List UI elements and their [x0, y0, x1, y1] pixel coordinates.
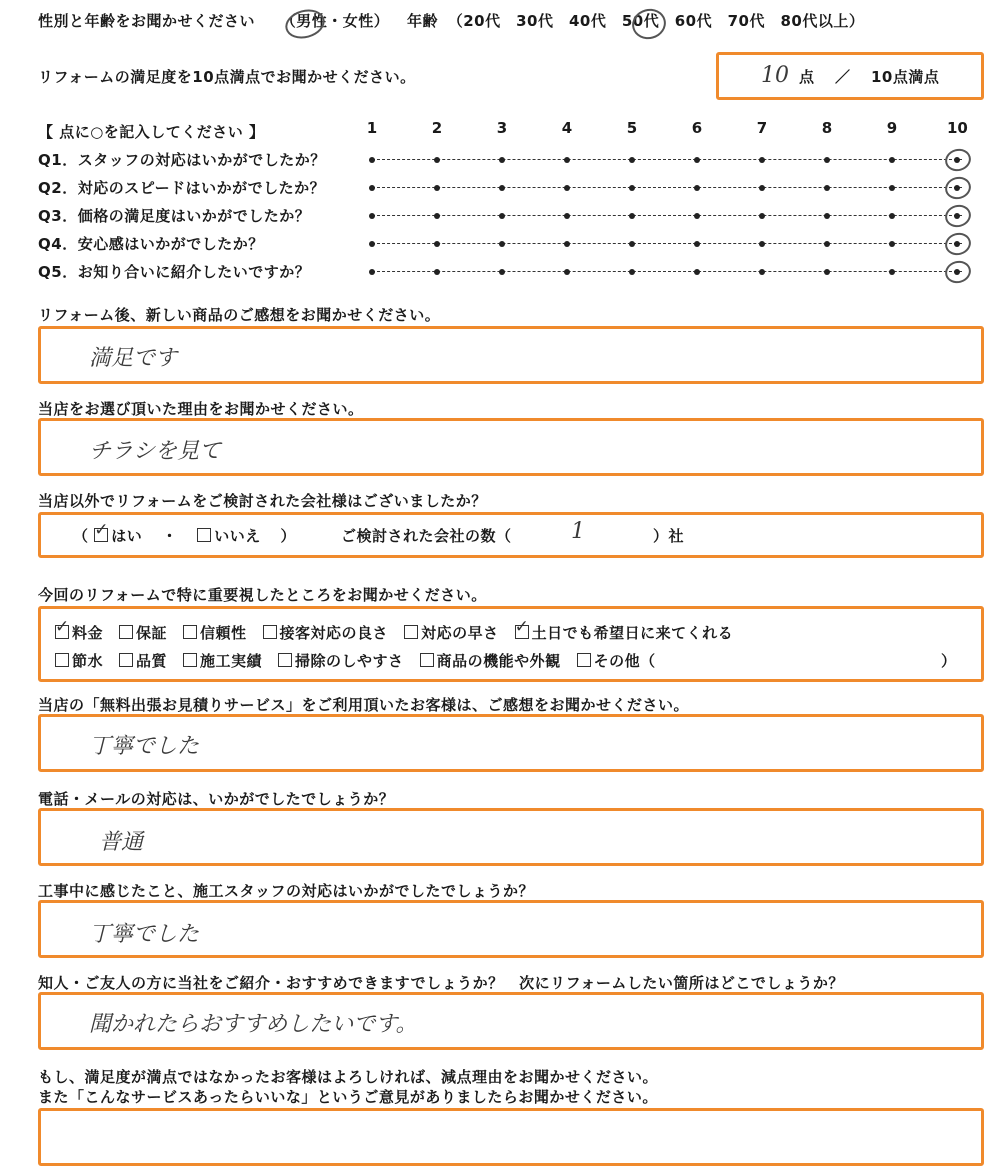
- priority-checkbox[interactable]: [183, 653, 197, 667]
- priority-option-label: 信頼性: [200, 624, 247, 642]
- scale-number: 5: [626, 119, 638, 137]
- priority-row-2: [55, 650, 672, 671]
- estimate-answer: 丁寧でした: [89, 734, 200, 759]
- rating-point[interactable]: [434, 185, 440, 191]
- priority-option-label: 商品の機能や外観: [436, 652, 561, 670]
- rating-point[interactable]: [824, 241, 830, 247]
- priority-option[interactable]: [278, 652, 404, 670]
- rating-question-label: Q1．スタッフの対応はいかがでしたか？: [38, 151, 326, 169]
- priority-other-close: ）: [941, 652, 957, 670]
- priority-checkbox[interactable]: [263, 625, 277, 639]
- compare-question: 当店以外でリフォームをご検討された会社様はございましたか？: [38, 492, 487, 510]
- priority-option[interactable]: [119, 652, 167, 670]
- rating-point[interactable]: [694, 269, 700, 275]
- rating-point[interactable]: [759, 185, 765, 191]
- compare-open-paren: （: [73, 527, 89, 545]
- scale-number: 4: [561, 119, 573, 137]
- construction-question: 工事中に感じたこと、施工スタッフの対応はいかがでしたでしょうか？: [38, 882, 535, 900]
- score-max-label: 10点満点: [871, 68, 940, 86]
- priority-option[interactable]: [55, 652, 103, 670]
- company-count-value[interactable]: 1: [571, 519, 585, 544]
- rating-point[interactable]: [694, 185, 700, 191]
- priority-option-label: 対応の早さ: [421, 624, 499, 642]
- rating-point[interactable]: [369, 213, 375, 219]
- rating-point[interactable]: [499, 213, 505, 219]
- estimate-answer-box[interactable]: [38, 714, 984, 772]
- priority-option[interactable]: [404, 624, 499, 642]
- improve-question-line1: もし、満足度が満点ではなかったお客様はよろしければ、減点理由をお聞かせください。: [38, 1068, 659, 1086]
- yes-checkbox[interactable]: [94, 528, 108, 542]
- recommend-answer: 聞かれたらおすすめしたいです。: [89, 1012, 418, 1037]
- priority-option-label: 節水: [72, 652, 104, 670]
- phone-question: 電話・メールの対応は、いかがでしたでしょうか？: [38, 790, 395, 808]
- priority-checkbox[interactable]: [515, 625, 529, 639]
- priority-option-label: 品質: [136, 652, 168, 670]
- rating-point[interactable]: [889, 269, 895, 275]
- rating-dashed-line: [372, 243, 962, 244]
- priority-checkbox[interactable]: [577, 653, 591, 667]
- priority-option[interactable]: [577, 652, 656, 670]
- priority-option[interactable]: [55, 624, 103, 642]
- recommend-question: 知人・ご友人の方に当社をご紹介・おすすめできますでしょうか？ 次にリフォームしたい箇所はどこでしょうか？: [38, 974, 844, 992]
- priority-checkbox[interactable]: [404, 625, 418, 639]
- rating-dashed-line: [372, 271, 962, 272]
- rating-point[interactable]: [629, 185, 635, 191]
- rating-point[interactable]: [694, 157, 700, 163]
- rating-point[interactable]: [759, 241, 765, 247]
- satisfaction-question: リフォームの満足度を10点満点でお聞かせください。: [38, 68, 416, 86]
- rating-question-label: Q2．対応のスピードはいかがでしたか？: [38, 179, 326, 197]
- scale-number: 3: [496, 119, 508, 137]
- selected-rating-circle: [943, 258, 974, 286]
- rating-point[interactable]: [499, 185, 505, 191]
- rating-point[interactable]: [564, 213, 570, 219]
- satisfaction-score-box[interactable]: [716, 52, 984, 100]
- priority-checkbox[interactable]: [55, 653, 69, 667]
- construction-answer: 丁寧でした: [89, 922, 200, 947]
- rating-point[interactable]: [759, 269, 765, 275]
- estimate-question: 当店の「無料出張お見積りサービス」をご利用頂いたお客様は、ご感想をお聞かせください。: [38, 696, 690, 714]
- rating-point[interactable]: [629, 213, 635, 219]
- gender-age-question: [38, 10, 864, 31]
- rating-point[interactable]: [694, 241, 700, 247]
- rating-point[interactable]: [499, 241, 505, 247]
- selected-rating-circle: [943, 202, 974, 230]
- no-label: いいえ: [214, 527, 261, 545]
- rating-point[interactable]: [629, 157, 635, 163]
- rating-point[interactable]: [434, 241, 440, 247]
- reason-answer: チラシを見て: [89, 439, 222, 464]
- compare-separator: ・: [162, 527, 178, 545]
- rating-point[interactable]: [434, 213, 440, 219]
- rating-point[interactable]: [564, 241, 570, 247]
- priority-checkbox[interactable]: [420, 653, 434, 667]
- selected-rating-circle: [943, 146, 974, 174]
- recommend-answer-box[interactable]: [38, 992, 984, 1050]
- scale-number: 7: [756, 119, 768, 137]
- scale-number: 6: [691, 119, 703, 137]
- priority-option[interactable]: [420, 652, 561, 670]
- scale-number: 2: [431, 119, 443, 137]
- priority-option[interactable]: [119, 624, 167, 642]
- rating-point[interactable]: [759, 157, 765, 163]
- priority-checkbox[interactable]: [119, 653, 133, 667]
- company-count-suffix: ）社: [653, 527, 685, 545]
- rating-point[interactable]: [824, 269, 830, 275]
- construction-answer-box[interactable]: [38, 900, 984, 958]
- compare-answer-box: [38, 512, 984, 558]
- priority-checkbox[interactable]: [119, 625, 133, 639]
- rating-point[interactable]: [824, 213, 830, 219]
- rating-point[interactable]: [889, 157, 895, 163]
- scale-number: 8: [821, 119, 833, 137]
- rating-point[interactable]: [629, 241, 635, 247]
- scale-number: 10: [947, 119, 968, 137]
- rating-point[interactable]: [369, 157, 375, 163]
- rating-dashed-line: [372, 215, 962, 216]
- selected-rating-circle: [943, 174, 974, 202]
- impression-question: リフォーム後、新しい商品のご感想をお聞かせください。: [38, 306, 441, 324]
- compare-close-paren: ）: [280, 527, 297, 545]
- priority-checkbox[interactable]: [278, 653, 292, 667]
- priority-option-label: 保証: [136, 624, 168, 642]
- compare-options: [73, 525, 296, 546]
- scale-number: 9: [886, 119, 898, 137]
- yes-label: はい: [111, 527, 143, 545]
- rating-point[interactable]: [694, 213, 700, 219]
- impression-answer-box[interactable]: [38, 326, 984, 384]
- no-checkbox[interactable]: [197, 528, 211, 542]
- priority-option-label: 掃除のしやすさ: [295, 652, 404, 670]
- phone-answer-box[interactable]: [38, 808, 984, 866]
- rating-dashed-line: [372, 187, 962, 188]
- rating-point[interactable]: [824, 185, 830, 191]
- satisfaction-score-value: 10: [761, 63, 789, 88]
- priority-answer-box: [38, 606, 984, 682]
- rating-point[interactable]: [369, 269, 375, 275]
- priority-option-label: 接客対応の良さ: [279, 624, 389, 642]
- priority-question: 今回のリフォームで特に重要視したところをお聞かせください。: [38, 586, 487, 604]
- impression-answer: 満足です: [89, 346, 178, 371]
- priority-row-1: [55, 622, 749, 643]
- priority-option[interactable]: [183, 624, 247, 642]
- priority-option-label: 料金: [72, 624, 104, 642]
- rating-point[interactable]: [564, 269, 570, 275]
- score-unit: 点: [799, 68, 815, 86]
- selected-rating-circle: [943, 230, 974, 258]
- rating-question-label: Q3．価格の満足度はいかがでしたか？: [38, 207, 311, 225]
- priority-option-label: その他（: [593, 652, 656, 670]
- scale-number: 1: [366, 119, 378, 137]
- company-count-label: ご検討された会社の数（: [341, 527, 512, 545]
- rating-point[interactable]: [889, 185, 895, 191]
- priority-option[interactable]: [183, 652, 262, 670]
- rating-point[interactable]: [889, 213, 895, 219]
- rating-point[interactable]: [629, 269, 635, 275]
- age-label: 年齢: [407, 12, 439, 30]
- rating-point[interactable]: [434, 157, 440, 163]
- rating-point[interactable]: [499, 157, 505, 163]
- priority-option[interactable]: [263, 624, 389, 642]
- priority-checkbox[interactable]: [183, 625, 197, 639]
- improve-question-line2: また「こんなサービスあったらいいな」というご意見がありましたらお聞かせください。: [38, 1088, 658, 1106]
- priority-option[interactable]: [515, 624, 734, 642]
- gender-label: 性別と年齢をお聞かせください: [38, 12, 256, 30]
- improve-answer-box[interactable]: [38, 1108, 984, 1166]
- rating-point[interactable]: [564, 185, 570, 191]
- priority-option-label: 施工実績: [200, 652, 263, 670]
- score-slash: ／: [835, 68, 851, 86]
- rating-question-label: Q4．安心感はいかがでしたか？: [38, 235, 264, 253]
- rating-point[interactable]: [369, 241, 375, 247]
- reason-question: 当店をお選び頂いた理由をお聞かせください。: [38, 400, 364, 418]
- rating-point[interactable]: [889, 241, 895, 247]
- rating-point[interactable]: [759, 213, 765, 219]
- rating-instruction: 【 点に○を記入してください 】: [38, 123, 265, 141]
- rating-question-label: Q5．お知り合いに紹介したいですか？: [38, 263, 311, 281]
- phone-answer: 普通: [99, 830, 144, 855]
- gender-options: （男性・女性）: [280, 12, 390, 30]
- priority-checkbox[interactable]: [55, 625, 69, 639]
- rating-point[interactable]: [499, 269, 505, 275]
- rating-point[interactable]: [434, 269, 440, 275]
- reason-answer-box[interactable]: [38, 418, 984, 476]
- rating-point[interactable]: [564, 157, 570, 163]
- rating-point[interactable]: [824, 157, 830, 163]
- priority-option-label: 土日でも希望日に来てくれる: [531, 624, 734, 642]
- rating-dashed-line: [372, 159, 962, 160]
- rating-point[interactable]: [369, 185, 375, 191]
- age-options: （20代 30代 40代 50代 60代 70代 80代以上）: [447, 12, 865, 30]
